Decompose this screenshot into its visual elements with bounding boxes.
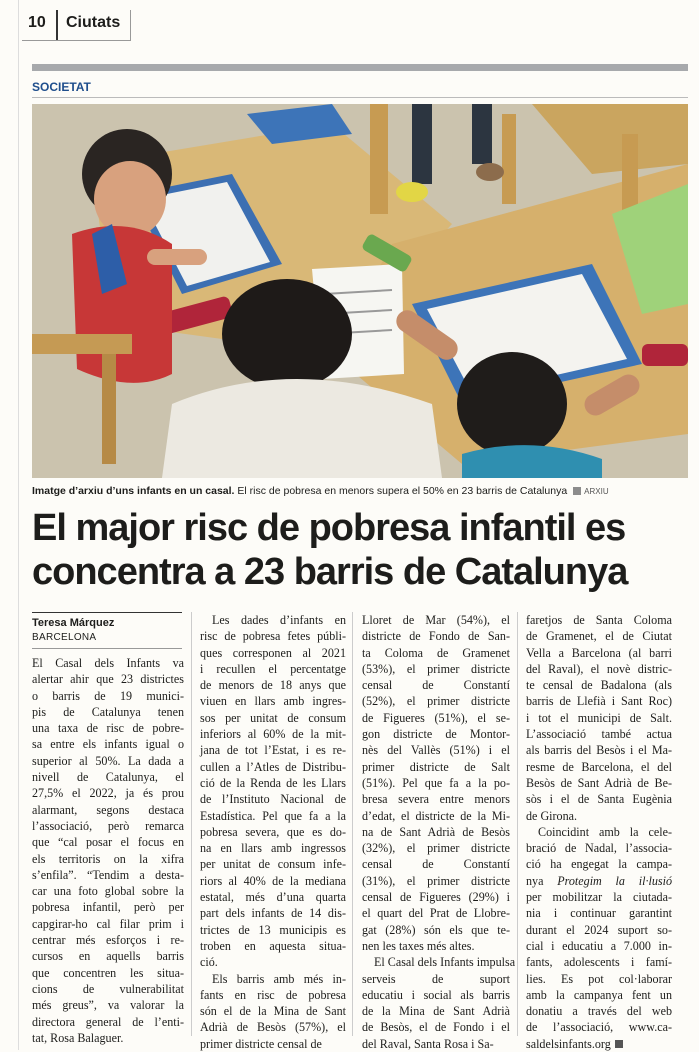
article-line: troben en aquesta situa- [200,938,346,953]
article-line: primer districte censal de [200,1036,322,1051]
article-line: (32%), el primer districte [362,841,510,856]
article-line: te censal de Badalona (als [526,678,672,693]
article-line: pis de Catalunya tenen [32,704,184,719]
article-line: censal de Constantí [362,857,510,872]
article-line: ta Coloma de Gramenet [362,645,510,660]
article-line: bració de Nadal, l’associa- [526,841,672,856]
article-line: (53%), el primer districte [362,661,510,676]
article-line: d’edat, el districte de la Mi- [362,808,510,823]
article-line: Besòs de Sant Adrià de Be- [526,775,672,790]
article-line: risc de pobresa fetes públi- [200,629,346,644]
article-line: del Raval), el novè distric- [526,661,672,676]
article-line: (31%), el primer districte [362,873,510,888]
article-line: nivell de Catalunya, el [32,770,184,785]
article-line: ques corresponen al 2021 [200,645,346,660]
article-line: l’associació, però remarca [32,818,184,833]
article-line: pobresa infantil, però per [32,900,184,915]
article-line: riors al 40% de la mediana [200,873,346,888]
article-line: nia i continuar garantint [526,906,672,921]
article-line: primer districte de Salt [362,759,510,774]
article-line: els territoris on la xifra [32,851,184,866]
article-line: del Raval, Santa Rosa i Sa- [362,1036,494,1051]
article-line: part dels infants de 14 dis- [200,906,346,921]
headline-line: El major risc de pobresa infantil es [32,507,626,549]
article-line: i recullen el percentatge [200,661,346,676]
article-line: viuen en llars amb ingres- [200,694,346,709]
byline-rule-bottom [32,648,182,649]
byline-city: BARCELONA [32,632,97,643]
article-line: són el de la Mina de Sant [200,1004,346,1019]
article-line: censal de Figueres (29%) i [362,890,510,905]
article-line: superior al 50%. La dada a [32,753,184,768]
byline-rule [32,612,182,613]
article-line: serveis de suport [362,971,510,986]
classroom-photo-icon [32,104,688,478]
article-line: fants, adolescents i famí- [526,955,672,970]
article-column-2 [200,612,346,1052]
article-column-1 [32,655,184,1046]
article-line: estatal, més d’una quarta [200,890,346,905]
page-header [0,0,699,46]
article-line: tat, Rosa Balaguer. [32,1030,124,1045]
photo-caption [32,484,688,499]
article-line: de Figueres (51%), el se- [362,710,510,725]
article-column-3 [362,612,516,1052]
article-line: alertar ahir que 23 districtes [32,672,184,687]
article-line: saldelsinfants.org [526,1036,672,1052]
article-line: nès del Vallès (51%) i el [362,743,510,758]
article-line: pobresa severa, que es do- [200,824,346,839]
article-line: nya Protegim la il·lusió [526,873,672,888]
article-line: de l’Instituto Nacional de [200,792,346,807]
article-line: resme de Barcelona, el del [526,759,672,774]
header-divider [56,10,58,40]
article-line: que “cal posar el focus en [32,835,184,850]
article-line: trictes de 13 municipis es [200,922,346,937]
article-line: que concentren les situa- [32,965,184,980]
article-line: fants en risc de pobresa [200,987,346,1002]
headline-line: concentra a 23 barris de Catalunya [32,551,628,593]
article-line: ció de la Renda de les Llars [200,775,346,790]
article-line: El Casal dels Infants va [32,656,184,670]
top-bar [32,64,688,71]
article-line: lies. Es pot col·laborar [526,971,672,986]
article-line: Estadística. Pel que fa a la [200,808,346,823]
article-line: Lloret de Mar (54%), el [362,613,510,627]
author: Teresa Márquez [32,617,115,629]
article-line: (52%), el primer districte [362,694,510,709]
article-line: nen les taxes més altes. [362,938,475,953]
article-line: barris de Llefià i Sant Roc) [526,694,672,709]
article-line: cial i educatiu a 7.000 in- [526,938,672,953]
article-line: per mobilitzar la ciutada- [526,890,672,905]
article-line: més greus”, va valorar la [32,998,184,1013]
article-line: de Gramenet, el de Ciutat [526,629,672,644]
article-line: faretjos de Santa Coloma [526,613,672,627]
article-line: Els barris amb més in- [212,971,346,986]
caption-source: ARXIU [584,487,609,496]
article-line: gon districte de Montor- [362,727,510,742]
article-line: Coincidint amb la cele- [538,824,672,839]
article-line: cions de vulnerabilitat [32,981,184,996]
article-line: sa entre els infants igual o [32,737,184,752]
article-line: una taxa de risc de pobre- [32,721,184,736]
article-line: o barris de 19 munici- [32,688,184,703]
article-line: ció ha engegat la campa- [526,857,672,872]
article-line: capgirar-ho cal filar prim i [32,916,184,931]
article-line: bresa severa entre menors [362,792,510,807]
article-line: de l’associació, www.ca- [526,1020,672,1035]
article-column-4 [526,612,672,1052]
article-line: de Girona. [526,808,578,823]
article-line: sos per unitat de consum [200,710,346,725]
article-line: educatiu i social als barris [362,987,510,1002]
column-divider [352,612,353,1036]
article-line: na de Sant Adrià de Besòs [362,824,510,839]
column-divider [517,612,518,1036]
article-line: de la Mina de Sant Adrià [362,1004,510,1019]
article-line: de Besòs, el de Fondo i el [362,1020,510,1035]
headline [32,506,688,594]
article-line: jana de tot l’Estat, i es re- [200,743,346,758]
article-line: na en llars amb ingressos [200,841,346,856]
kicker: SOCIETAT [32,80,91,94]
caption-bold: Imatge d’arxiu d’uns infants en un casal. [32,485,235,497]
article-line: censal de Constantí [362,678,510,693]
article-line: 27,5% el 2022, ja és prou [32,786,184,801]
article-line: per unitat de consum infe- [200,857,346,872]
article-photo [32,104,688,478]
article-line: cullen a l’Atles de Distribu- [200,759,346,774]
column-divider [191,612,192,1036]
article-line: districte de Fondo de San- [362,629,510,644]
page-number: 10 [28,14,46,31]
article-line: Vella a Barcelona (al barri [526,645,672,660]
article-line: amb la campanya fent un [526,987,672,1002]
article-line: L’associació també actua [526,727,672,742]
article-line: donatiu a través del web [526,1004,672,1019]
article-line: alarmant, segons destaca [32,802,184,817]
article-line: centrar més esforços i re- [32,933,184,948]
article-line: als barris del Besòs i el Ma- [526,743,672,758]
page-edge [18,0,19,1050]
caption-square-icon [573,487,581,495]
article-line: de menors de 18 anys que [200,678,346,693]
article-line: el quart del Prat de Llobre- [362,906,510,921]
article-line: directora general de l’enti- [32,1014,184,1029]
article-line: Adrià de Besòs (57%), el [200,1020,346,1035]
article-line: durant el 2024 suport so- [526,922,672,937]
article-line: car una foto global sobre la [32,884,184,899]
article-line: i tot el municipi de Salt. [526,710,672,725]
section-name: Ciutats [66,14,121,31]
article-line: s’enfila”. “Tendim a desta- [32,867,184,882]
article-line: El Casal dels Infants impulsa [374,955,516,970]
article-line: (51%). Pel que fa a la po- [362,775,510,790]
article-line: Les dades d’infants en [212,613,346,627]
article-line: gat (28%) són els que te- [362,922,510,937]
article-line: cursos en aquells barris [32,949,184,964]
caption-text: El risc de pobresa en menors supera el 50% en 23 barris de Catalunya [237,485,568,497]
article-line: inferiors al 60% de la mit- [200,727,346,742]
article-line: sòs i el de Santa Eugènia [526,792,672,807]
article-line: ció. [200,955,218,970]
end-square-icon [615,1040,623,1048]
kicker-rule [32,97,688,98]
